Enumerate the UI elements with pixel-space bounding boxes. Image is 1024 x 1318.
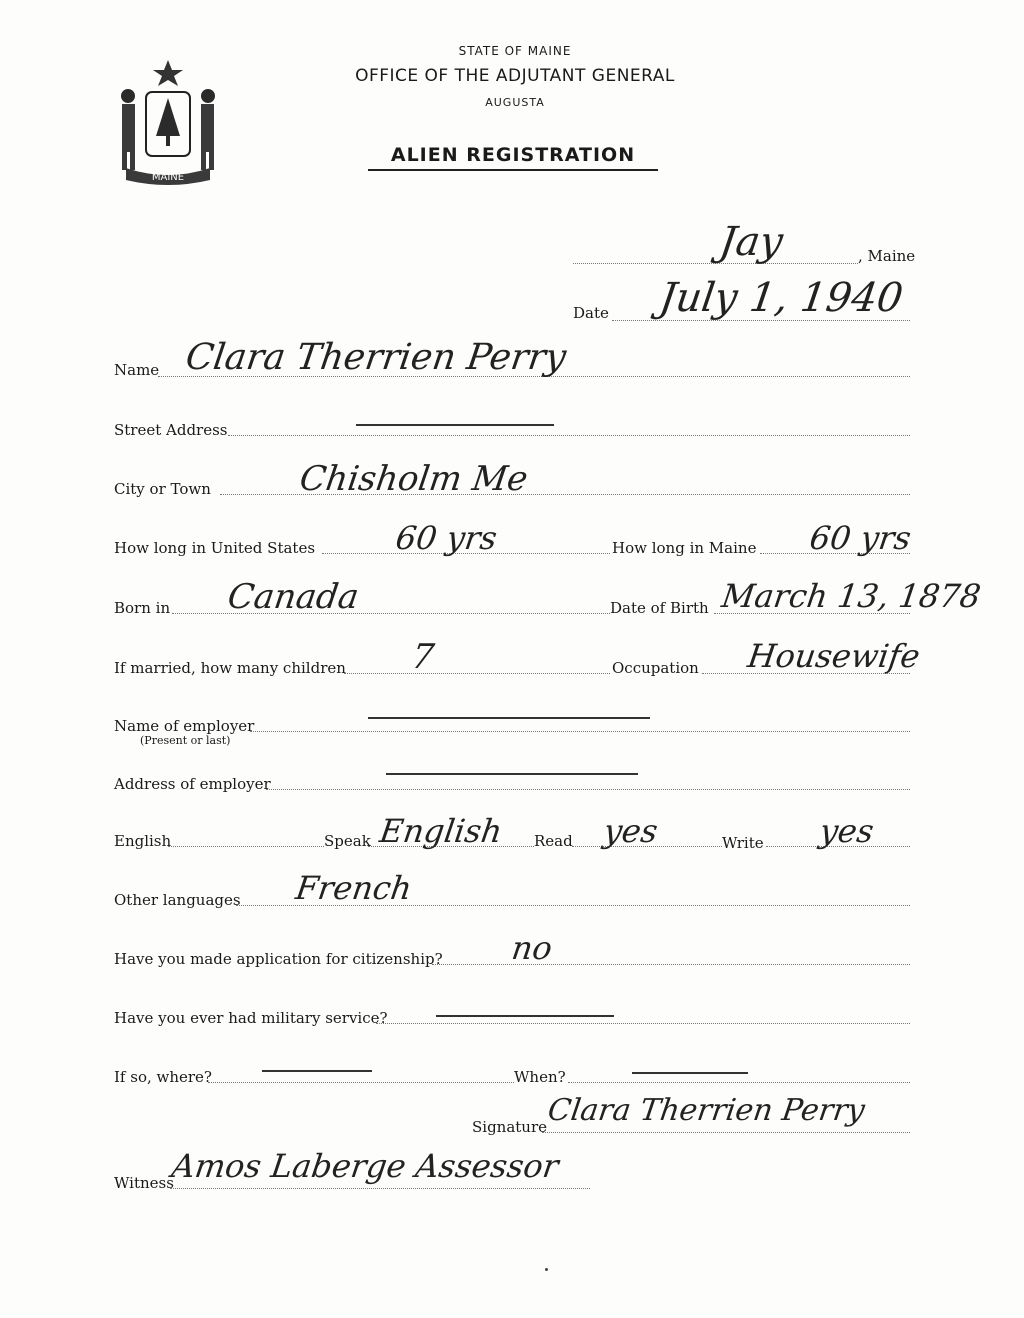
employer-line [250,731,910,732]
maine-label: , Maine [858,247,916,265]
present-or-last-label: (Present or last) [140,734,231,747]
speak-value: English [377,812,505,850]
witness-value: Amos Laberge Assessor [169,1147,561,1185]
military-line [376,1023,910,1024]
when-line [568,1082,910,1083]
how-long-maine-label: How long in Maine [612,539,757,557]
read-label: Read [534,832,573,850]
signature-label: Signature [472,1118,548,1136]
witness-label: Witness [114,1174,174,1192]
city-heading: AUGUSTA [485,96,545,109]
name-label: Name [114,361,160,379]
citizenship-line [432,964,910,965]
name-value: Clara Therrien Perry [183,337,569,378]
street-address-line [228,435,910,436]
how-long-us-value: 60 yrs [393,519,500,557]
other-languages-label: Other languages [114,891,241,909]
military-label: Have you ever had military service? [114,1009,388,1027]
date-label: Date [573,304,609,322]
speak-label: Speak [324,832,371,850]
when-dash [632,1072,748,1074]
state-heading: STATE OF MAINE [458,44,572,58]
born-in-label: Born in [114,599,171,617]
street-address-label: Street Address [114,421,228,439]
seal-text: MAINE [151,172,185,183]
date-value: July 1, 1940 [656,275,906,321]
write-label: Write [722,834,764,852]
employer-label: Name of employer [114,717,255,735]
if-so-where-label: If so, where? [114,1068,212,1086]
citizenship-value: no [509,929,555,967]
write-value: yes [817,812,877,850]
how-long-maine-value: 60 yrs [807,519,914,557]
city-town-value: Chisholm Me [297,459,531,499]
where-line [208,1082,514,1083]
military-dash [436,1015,614,1017]
witness-line [170,1188,590,1189]
read-value: yes [601,812,661,850]
signature-value: Clara Therrien Perry [545,1093,867,1128]
town-value: Jay [716,219,786,265]
address-of-employer-line [266,789,910,790]
children-line [344,673,610,674]
town-line [573,263,858,264]
address-of-employer-dash [386,773,638,775]
maine-seal-icon [112,56,224,186]
paper-speck [545,1268,548,1271]
born-in-value: Canada [225,577,362,617]
other-languages-value: French [293,869,415,907]
occupation-value: Housewife [745,637,923,675]
signature-line [542,1132,910,1133]
children-label: If married, how many children [114,659,346,677]
date-of-birth-value: March 13, 1878 [719,577,984,615]
address-of-employer-label: Address of employer [114,775,271,793]
city-town-label: City or Town [114,480,211,498]
form-title: ALIEN REGISTRATION [368,144,658,171]
date-of-birth-label: Date of Birth [610,599,709,617]
english-line [168,846,324,847]
occupation-label: Occupation [612,659,699,677]
when-label: When? [514,1068,566,1086]
how-long-us-label: How long in United States [114,539,316,557]
where-dash [262,1070,372,1072]
children-value: 7 [409,637,437,677]
office-heading: OFFICE OF THE ADJUTANT GENERAL [355,66,675,86]
english-label: English [114,832,172,850]
street-address-dash [356,424,554,426]
employer-dash [368,717,650,719]
citizenship-label: Have you made application for citizenship? [114,950,443,968]
